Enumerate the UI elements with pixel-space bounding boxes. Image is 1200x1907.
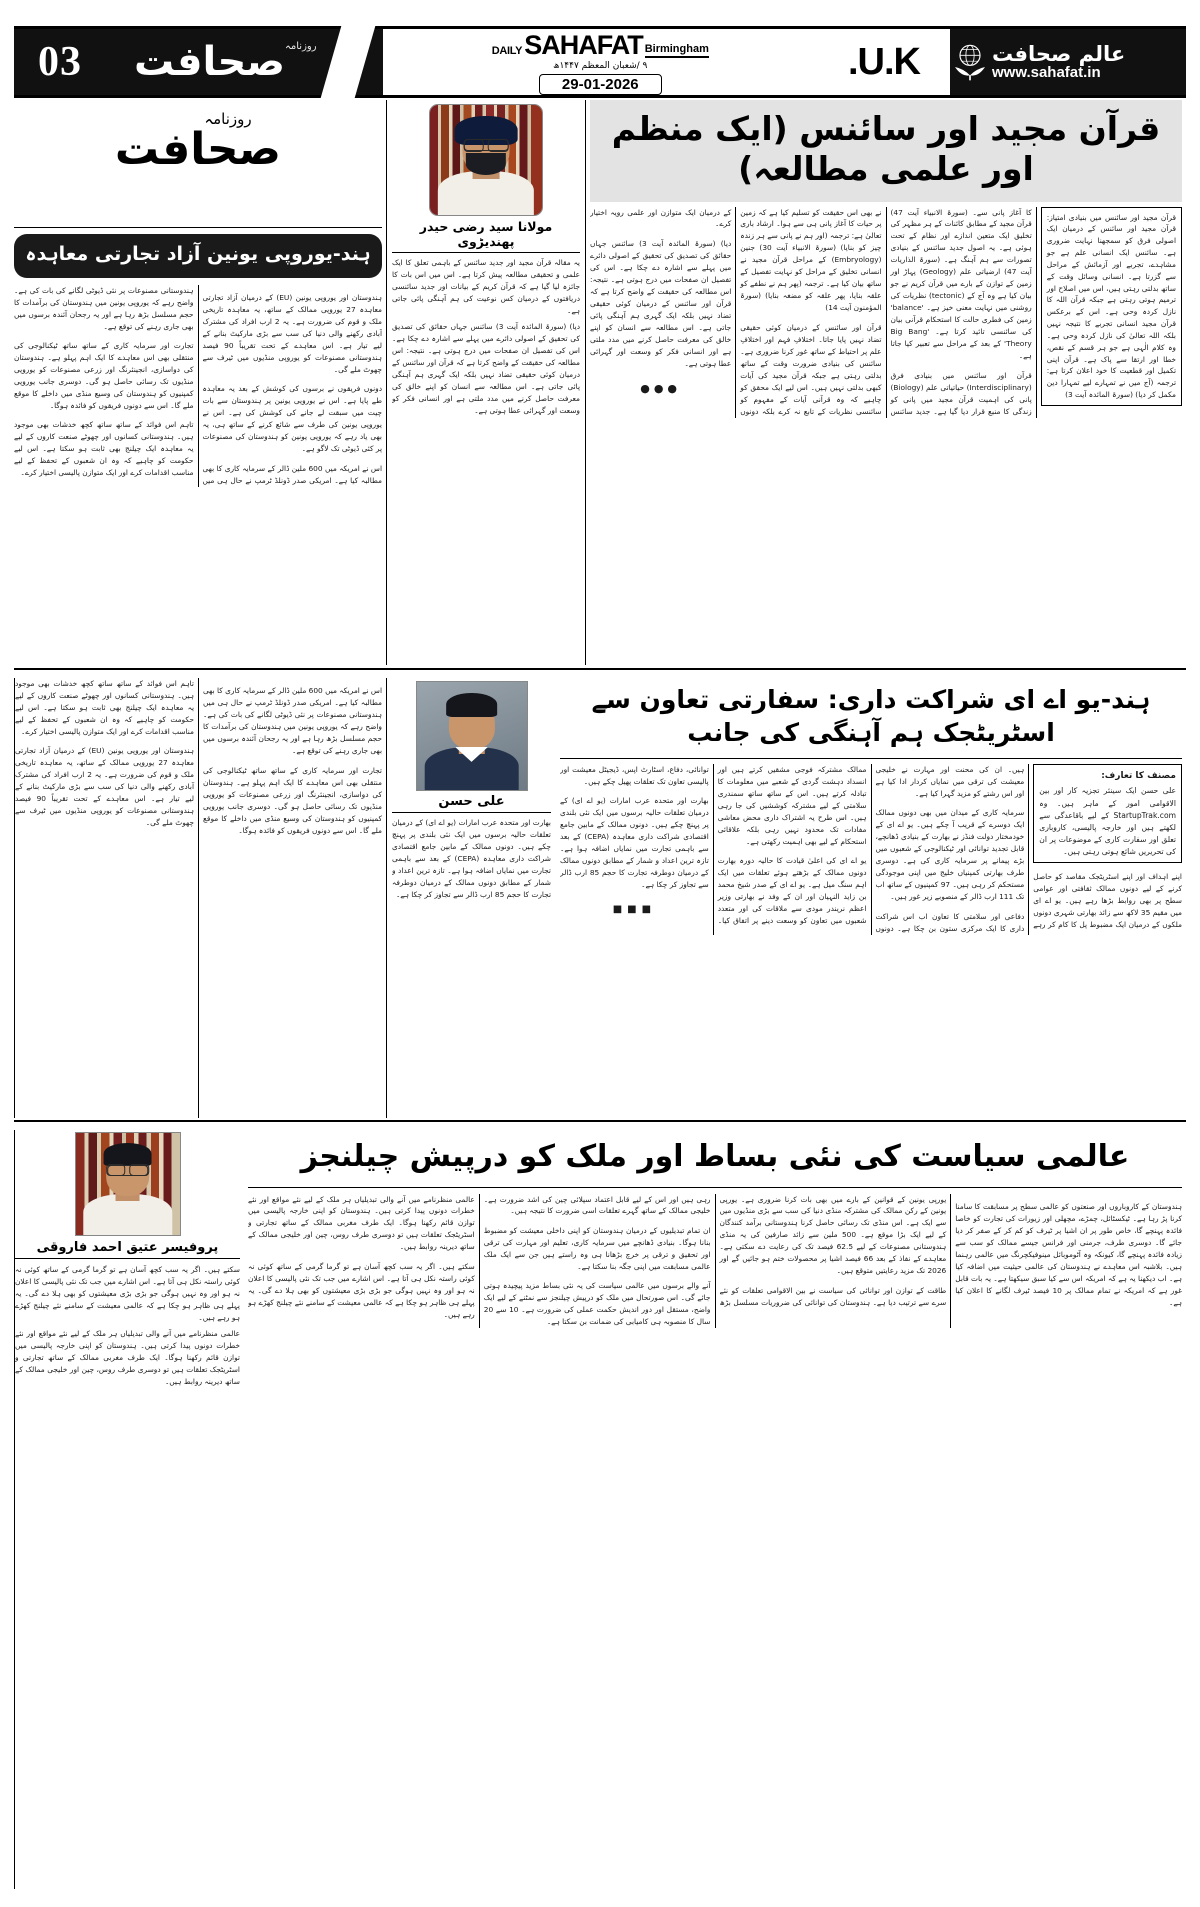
article3-paragraph: ہندوستان کے کاروباروں اور صنعتوں کو عالمی سطح پر مسابقت کا سامنا کرنا پڑ رہا ہے۔ ٹیکسٹائل، چمڑے، مچھلی اور زیورات کی تجارت کو خاصا فائدہ پہنچے گا، خاص طور پر ان اشیا پر ٹیرف کو کم کر کے صفر کر دیا جائے گا۔ دوسری طرف، جرمنی اور فرانس جیسے ممالک کو سب سے زیادہ فائدہ پہنچے گا، کیونکہ وہ آٹوموبائل مینوفیکچرنگ میں عالمی رہنما ہیں۔ بلاشبہ اس معاہدے نے ہندوستان کی عالمی حیثیت میں اضافہ کیا ہے۔ اب دیکھنا یہ ہے کہ امریکہ اس سے کیا سبق سیکھتا ہے۔ یہ بات قابل غور ہے کہ امریکہ نے تمام ممالک پر 10 فیصد ٹیرف لگانے کا اعلان کیا ہے۔ <box>955 1201 1182 1307</box>
article2-paragraph: یو اے ای کی اعلیٰ قیادت کا حالیہ دورہ بھارت دونوں ممالک کے بڑھتے ہوئے تعلقات میں ایک اہم سنگ میل ہے۔ یو اے ای کے صدر شیخ محمد بن زاید النہیان اور ان کے وفد نے بھارتی وزیر اعظم نریندر مودی سے ملاقات کی اور متعدد شعبوں میں تعاون کو وسعت دینے پر اتفاق کیا۔ توانائی، دفاع، اسٹارٹ اپس، ڈیجیٹل معیشت اور پالیسی تعاون تک تعلقات پھیل چکے ہیں۔ <box>560 765 867 926</box>
editorial-banner: ہند-یوروپی یونین آزاد تجارتی معاہدہ <box>14 234 382 278</box>
editorial-paragraph: تجارت اور سرمایہ کاری کے ساتھ ساتھ ٹیکنالوجی کی منتقلی بھی اس معاہدے کا ایک اہم پہلو ہے۔ ہندوستان کی دواسازی، انجینئرنگ اور زرعی مصنوعات کو یوروپی منڈیوں تک رسائی حاصل ہو گی۔ دوسری جانب یوروپی کمپنیوں کو ہندوستان کی وسیع منڈی میں داخلے کا موقع ملے گا۔ اس سے دونوں فریقوں کو فائدہ ہوگا۔ <box>14 341 194 410</box>
article2-author-photo <box>416 681 528 791</box>
article1-paragraph: قرآن اور سائنس میں بنیادی فرق (Interdisciplinary) حیاتیاتی علم (Biology) پانی کی اہمیت قرآن مجید میں پانی کو زندگی کا منبع قرار دیا گیا ہے۔ جدید سائنس نے بھی اس حقیقت کو تسلیم کیا ہے کہ زمین پر حیات کا آغاز پانی ہی سے ہوا۔ ارشاد باری تعالیٰ ہے: ترجمہ (اور ہم نے پانی سے ہر زندہ چیز کو بنایا) (سورۃ الانبیاء آیت 30) جنین (Embryology) کے مراحل قرآن مجید نے انسانی تخلیق کے مراحل کو نہایت تفصیل کے ساتھ بیان کیا ہے۔ ترجمہ (پھر ہم نے نطفے کو علقہ بنایا، پھر علقہ کو مضغہ بنایا) (سورۃ المؤمنون آیت 14) <box>740 207 1032 416</box>
masthead-swoosh-divider <box>337 29 383 95</box>
article3-lead-2: عالمی منظرنامے میں آنے والی تبدیلیاں ہر ملک کے لیے نئے مواقع اور نئے خطرات دونوں پیدا کرتی ہیں۔ ہندوستان کو اپنی خارجہ پالیسی میں توازن قائم رکھنا ہوگا۔ ایک طرف مغربی ممالک کے ساتھ تجارتی و اسٹریٹجک تعلقات ہیں تو دوسری طرف روس، چین اور خلیجی ممالک کے ساتھ دیرینہ روابط ہیں۔ <box>15 1328 240 1386</box>
masthead-date: 29-01-2026 <box>539 74 662 95</box>
section-divider-2 <box>14 1120 1186 1122</box>
article2-author-bio-title: مصنف کا تعارف: <box>1101 771 1176 781</box>
brand-sahafat: صحافت <box>114 124 282 175</box>
masthead-hijri-date: ۹ /شعبان المعظم ۱۴۴۷ھ <box>553 60 648 71</box>
article3-paragraph: سکتے ہیں۔ اگر یہ سب کچھ آسان ہے تو گرما گرمی کے ساتھ کوئی نہ کوئی راستہ نکل ہی آتا ہے۔ اس اشارے میں جب تک نئی پالیسی کا اعلان نہ ہو اور وہ نہیں ہوگی جو بڑی بڑی معیشتوں کو بھی ہلا دے گی۔ یہ پہلے ہی ظاہر ہو چکا ہے کہ عالمی معیشت کے سامنے نئے چیلنج کھڑے ہو رہے ہیں۔ <box>248 1261 475 1319</box>
article1-headline: قرآن مجید اور سائنس (ایک منظم اور علمی مطالعہ) <box>590 100 1182 202</box>
article3-paragraph: طاقت کے توازن اور توانائی کی سیاست نے بین الاقوامی تعلقات کو نئے سرے سے ترتیب دیا ہے۔ ہندوستان کی توانائی کی ضروریات مسلسل بڑھ رہی ہیں اور اس کے لیے قابل اعتماد سپلائی چین کی اشد ضرورت ہے۔ خلیجی ممالک کے ساتھ گہرے تعلقات اسی ضرورت کا نتیجہ ہیں۔ <box>483 1194 947 1307</box>
article1-body <box>590 207 1182 418</box>
editorial-paragraph: دونوں فریقوں نے برسوں کی کوشش کے بعد یہ معاہدہ طے پایا ہے۔ اس نے یوروپی یونین پر ہندوستان سے بات چیت میں سبقت لے جانے کی کوشش کی ہے۔ اس نے یوروپی یونین کی طرف سے شائع کرنے کے ساتھ ہی، یہ بھی یاد رہے کہ یوروپی یونین کو ہندوستان کی مصنوعات پر کئی ڈیوٹی تک لاگو ہے۔ <box>202 384 382 454</box>
article3-headline-rule <box>248 1187 1182 1188</box>
article3-paragraph: عالمی منظرنامے میں آنے والی تبدیلیاں ہر ملک کے لیے نئے مواقع اور نئے خطرات دونوں پیدا کرتی ہیں۔ ہندوستان کو اپنی خارجہ پالیسی میں توازن قائم رکھنا ہوگا۔ ایک طرف مغربی ممالک کے ساتھ تجارتی و اسٹریٹجک تعلقات ہیں تو دوسری طرف روس، چین اور خلیجی ممالک کے ساتھ دیرینہ روابط ہیں۔ <box>248 1194 475 1252</box>
article2-paragraph: دفاعی اور سلامتی کا تعاون اب اس شراکت داری کا ایک مرکزی ستون بن چکا ہے۔ دونوں ممالک مشترکہ فوجی مشقیں کرتے ہیں اور انسداد دہشت گردی کے شعبے میں معلومات کا تبادلہ کرتے ہیں۔ اس کے ساتھ ساتھ سمندری سلامتی کے لیے مشترکہ کوششیں کی جا رہی ہیں۔ اس طرح یہ اشتراک داری محض معاشی مفادات تک محدود نہیں رہی بلکہ علاقائی استحکام کے لیے بھی اہمیت رکھتی ہے۔ <box>717 765 1025 933</box>
article1-paragraph: قرآن اور سائنس کے درمیان کوئی حقیقی تضاد نہیں پایا جاتا۔ اختلافِ فہم اور اختلافِ علم پر احتیاط کے ساتھ غور کرنا ضروری ہے۔ سائنس کی بنیادی ضرورت وقت کے ساتھ بدلتی رہتی ہے جبکہ قرآن مجید کی آیات کبھی بدلتی نہیں ہیں۔ اس لیے ایک محقق کو چاہیے کہ وہ قرآنی آیات کے مفہوم کو سائنسی نظریات کے تابع نہ کرے بلکہ دونوں کے درمیان ایک متوازن اور علمی رویہ اختیار کرے۔ <box>590 207 882 416</box>
article3-main <box>244 1130 1186 1889</box>
article2-headline: ہند-یو اے ای شراکت داری: سفارتی تعاون سے اسٹریٹجک ہم آہنگی کی جانب <box>591 685 1151 747</box>
leaf-icon <box>955 67 970 76</box>
article1-main <box>586 100 1186 665</box>
article3-lead: سکتے ہیں۔ اگر یہ سب کچھ آسان ہے تو گرما گرمی کے ساتھ کوئی نہ کوئی راستہ نکل ہی آتا ہے۔ اس اشارے میں جب تک نئی پالیسی کا اعلان نہ ہو اور وہ نہیں ہوگی جو بڑی بڑی معیشتوں کو بھی ہلا دے گی۔ یہ پہلے ہی ظاہر ہو چکا ہے کہ عالمی معیشت کے سامنے نئے چیلنج کھڑے ہو رہے ہیں۔ <box>15 1265 240 1322</box>
alam-sahafat-logo[interactable] <box>950 29 1186 95</box>
editorial-paragraph: ہندوستان اور یوروپی یونین (EU) کے درمیان آزاد تجارتی معاہدہ 27 یوروپی ممالک کے ساتھ، یہ معاہدہ تاریخی ملک و قوم کی ضرورت ہے۔ یہ 2 ارب افراد کی مشترک آبادی رکھنے والی دنیا کی سب سے بڑی مارکیٹ بنانے کے لیے تیار ہے۔ اس معاہدے کے تحت تقریباً 90 فیصد ہندوستانی مصنوعات کو یوروپی منڈیوں میں ٹیرف سے چھوٹ ملے گی۔ <box>15 746 195 828</box>
alam-sahafat-urdu: عالم صحافت <box>992 41 1126 66</box>
article1-standfirst: یہ مقالہ قرآن مجید اور جدید سائنس کے باہمی تعلق کا ایک علمی و تحقیقی مطالعہ پیش کرتا ہے۔ اس میں اس بات کا جائزہ لیا گیا ہے کہ قرآن کریم کے بیانات اور جدید سائنسی دریافتوں کے درمیان کس نوعیت کی ہم آہنگی پائی جاتی ہے۔ <box>392 258 580 315</box>
glasses-icon <box>107 1165 149 1176</box>
article3-headline: عالمی سیاست کی نئی بساط اور ملک کو درپیش چیلنجز <box>300 1139 1130 1174</box>
section-bottom <box>14 1130 1186 1889</box>
editorial-paragraph: اس نے امریکہ میں 600 ملین ڈالر کے سرمایہ کاری کا بھی مطالبہ کیا ہے۔ امریکی صدر ڈونلڈ ٹرمپ نے حال ہی میں ہندوستانی مصنوعات پر نئی ڈیوٹی لگانے کی بات کی ہے۔ واضح رہے کہ یوروپی یونین میں ہندوستان کی برآمدات کا حجم مسلسل بڑھ رہا ہے اور یہ رجحان آئندہ برسوں میں بھی جاری رہنے کی توقع ہے۔ <box>203 686 382 756</box>
article3-author-photo <box>75 1132 181 1236</box>
article2-headline-rule <box>560 758 1182 759</box>
article2-author-bio-text: علی حسن ایک سینئر تجزیہ کار اور بین الاقوامی امور کے ماہر ہیں۔ وہ StartupTrak.com کے لیے باقاعدگی سے لکھتے ہیں اور خارجہ پالیسی، کاروباری تعلق اور سفارت کاری کے موضوعات پر ان کی تحریریں شائع ہوتی رہتی ہیں۔ <box>1039 786 1176 857</box>
article1-paragraph: دیا) (سورۃ المائدہ آیت 3) سائنس جہاں حقائق کی تصدیق کی تحقیق کے اصولی دائرے میں پہلے سے اشارہ دے چکا ہے۔ اس کی تفصیل ان صفحات میں درج ہوتی ہے۔ نتیجہ: اس مطالعہ کی حقیقت کے واضح کرتا ہے کہ قرآن اور سائنس کے درمیان کوئی حقیقی تضاد نہیں بلکہ ایک گہری ہم آہنگی پائی جاتی ہے۔ اس مطالعہ سے انسان کو اپنے خالق کی معرفت حاصل کرنے میں مدد ملتی ہے اور انسانی فکر کو وسعت اور گہرائی عطا ہوتی ہے۔ <box>590 238 732 368</box>
masthead-urdu-small: روزنامہ <box>285 41 317 52</box>
editorial-paragraph: تجارت اور سرمایہ کاری کے ساتھ ساتھ ٹیکنالوجی کی منتقلی بھی اس معاہدے کا ایک اہم پہلو ہے۔ ہندوستان کی دواسازی، انجینئرنگ اور زرعی مصنوعات کو یوروپی منڈیوں تک رسائی حاصل ہو گی۔ دوسری جانب یوروپی کمپنیوں کو ہندوستان کی وسیع منڈی میں داخلے کا موقع ملے گا۔ اس سے دونوں فریقوں کو فائدہ ہوگا۔ <box>203 765 382 835</box>
article3-paragraph: ان تمام تبدیلیوں کے درمیان ہندوستان کو اپنی داخلی معیشت کو مضبوط بنانا ہوگا۔ بنیادی ڈھانچے میں سرمایہ کاری، تعلیم اور مہارت کی ترقی اور تحقیق و ترقی پر خرچ بڑھانا ہی وہ راستے ہیں جن سے ایک ملک عالمی مسابقت میں اپنی جگہ بنا سکتا ہے۔ <box>483 1225 711 1271</box>
article2-author-bio <box>1033 764 1182 863</box>
masthead-urdu-logo <box>106 29 337 95</box>
section-middle <box>14 678 1186 1118</box>
edition-label: U.K. <box>847 40 920 83</box>
editorial-paragraph: ہندوستان اور یوروپی یونین (EU) کے درمیان آزاد تجارتی معاہدہ 27 یوروپی ممالک کے ساتھ، یہ معاہدہ تاریخی ملک و قوم کی ضرورت ہے۔ یہ 2 ارب افراد کی مشترک آبادی رکھنے والی دنیا کی سب سے بڑی مارکیٹ بنانے کے لیے تیار ہے۔ اس معاہدے کے تحت تقریباً 90 فیصد ہندوستانی مصنوعات کو یوروپی منڈیوں میں ٹیرف سے چھوٹ ملے گی۔ <box>202 293 382 375</box>
article1-author-name: مولانا سید رضی حیدر پھندیڑوی <box>392 219 580 253</box>
article1-boxed-note: قرآن مجید اور سائنس میں بنیادی امتیاز: قرآن مجید اور سائنس کے درمیان ایک اصولی فرق کو سمجھنا نہایت ضروری ہے۔ سائنس ایک انسانی علم ہے جو مشاہدے، تجربے اور آزمائش کے مراحل سے گزرتا ہے۔ انسانی وسائل وقت کے ساتھ بدلتی رہتی ہیں، اس میں اصلاح اور ترمیم ہوتی رہتی ہے جبکہ قرآن اللہ کا نازل کردہ وحی ہے۔ اس کے برعکس قرآن مجید انسانی تجربے کا نتیجہ نہیں بلکہ اللہ تعالیٰ کی نازل کردہ وحی ہے۔ وہ کلام الٰہی ہے جو ہر قسم کے نقص، خطا اور ارتقا سے پاک ہے۔ قرآن اپنی تکمیل اور قطعیت کا خود اعلان کرتا ہے: ترجمہ (آج میں نے تمہارے لیے تمہارا دین مکمل کر دیا) (سورۃ المائدہ آیت 3) <box>1041 207 1182 407</box>
article2-byline-column <box>386 678 556 1118</box>
editorial-body <box>14 285 382 487</box>
article2-author-name: علی حسن <box>392 794 551 813</box>
article1-column-extra: دیا) (سورۃ المائدہ آیت 3) سائنس جہاں حقائق کی تصدیق کی تحقیق کے اصولی دائرے میں پہلے سے اشارہ دے چکا ہے۔ اس کی تفصیل ان صفحات میں درج ہوتی ہے۔ نتیجہ: اس مطالعہ کی حقیقت کے واضح کرتا ہے کہ قرآن اور سائنس کے درمیان کوئی حقیقی تضاد نہیں بلکہ ایک گہری ہم آہنگی پائی جاتی ہے۔ اس مطالعہ سے انسان کو اپنے خالق کی معرفت حاصل کرنے میں مدد ملتی ہے اور انسانی فکر کو وسعت اور گہرائی عطا ہوتی ہے۔ <box>392 321 580 415</box>
brand-block <box>14 100 382 228</box>
masthead-daily-label: DAILY <box>491 44 523 57</box>
section-divider-1 <box>14 668 1186 670</box>
article2-paragraph: بھارت اور متحدہ عرب امارات (یو اے ای) کے درمیان تعلقات حالیہ برسوں میں ایک نئی بلندی پر پہنچ چکے ہیں۔ دونوں ممالک کے مابین جامع اقتصادی شراکت داری معاہدہ (CEPA) کے بعد سے باہمی تجارت میں نمایاں اضافہ ہوا ہے۔ تازہ ترین اعداد و شمار کے مطابق دونوں ممالک کے درمیان دوطرفہ تجارت کا حجم 85 ارب ڈالر سے تجاوز کر چکا ہے۔ <box>560 796 709 890</box>
masthead-urdu-big: صحافت <box>134 39 286 85</box>
article1-author-photo <box>429 104 543 216</box>
article3-paragraph: آنے والے برسوں میں عالمی سیاست کی یہ نئی بساط مزید پیچیدہ ہوتی جائے گی۔ اس صورتحال میں ملک کو درپیش چیلنجز سے نمٹنے کے لیے ایک واضح، مستقل اور دور اندیش حکمت عملی کی ضرورت ہے۔ 10 سے 20 سال کا منصوبہ ہی کامیابی کی ضمانت بن سکتا ہے۔ <box>483 1281 711 1327</box>
masthead-nameplate <box>383 29 818 95</box>
page-number: 03 <box>14 29 106 95</box>
masthead-paper-name: SAHAFAT <box>524 29 643 60</box>
article2-paragraph: سرمایہ کاری کے میدان میں بھی دونوں ممالک ایک دوسرے کے قریب آ چکے ہیں۔ یو اے ای کے خودمختار دولت فنڈز نے بھارت کے بنیادی ڈھانچے، قابل تجدید توانائی اور ٹیکنالوجی کے شعبوں میں بڑے پیمانے پر سرمایہ کاری کی ہے۔ دوسری طرف بھارتی کمپنیاں خلیج میں اپنی موجودگی مستحکم کر رہی ہیں۔ 97 کمپنیوں کے ساتھ اب تک 111 ارب ڈالر کے منصوبے زیر غور ہیں۔ <box>875 808 1025 902</box>
brand-roznama: روزنامہ <box>204 110 252 128</box>
globe-icon <box>950 42 990 82</box>
article3-paragraph: یورپی یونین کے قوانین کے بارے میں بھی بات کرنا ضروری ہے۔ یورپی یونین کے رکن ممالک کی مشترکہ منڈی دنیا کی سب سے بڑی منڈیوں میں سے ایک ہے۔ اس منڈی تک رسائی حاصل کرنا ہندوستانی برآمد کنندگان کے لیے ایک بڑا موقع ہے۔ 500 ملین سے زائد صارفین کی یہ منڈی ہندوستانی مصنوعات کے لیے 62.5 فیصد تک کی رعایت دے سکتی ہے۔ معاہدے کے نفاذ کے بعد 66 فیصد اشیا پر محصولات ختم ہو جائیں گے اور 2026 تک مزید رعایتیں متوقع ہیں۔ <box>719 1194 947 1276</box>
article2-end-mark: ■■■ <box>612 903 657 915</box>
article3-body <box>248 1194 1182 1329</box>
editorial-paragraph: تاہم اس فوائد کے ساتھ ساتھ کچھ خدشات بھی موجود ہیں۔ ہندوستانی کسانوں اور چھوٹے صنعت کاروں کے لیے یہ معاہدہ ایک چیلنج بھی ثابت ہو سکتا ہے۔ اس لیے حکومت کو چاہیے کہ وہ ان شعبوں کے تحفظ کے لیے مناسب اقدامات کرے اور ایک متوازن پالیسی اختیار کرے۔ <box>14 420 194 478</box>
website-url[interactable]: www.sahafat.in <box>992 63 1101 81</box>
article1-paragraph: کا آغاز پانی سے۔ (سورۃ الانبیاء آیت 47) قرآن مجید کے مطابق کائنات کے ہر مظہر کی تخلیق ایک متعین اندازے اور نظام کے تحت ہوئی ہے۔ یہ اصول جدید سائنس کے بنیادی تصورات سے ہم آہنگ ہے۔ (سورۃ الذاریات آیت 47) ارضیاتی علم (Geology) پہاڑ اور زمین کے توازن کے بارے میں قرآن کریم نے جو بیان کیا ہے وہ آج کے (tectonic) نظریات کی روشنی میں نہایت معنی خیز ہے۔ 'balance' زمین کی فطری حالت کا استحکام قرآنی بیان کی سائنسی تائید کرتا ہے۔ 'Big Bang Theory' کے بعد کے مراحل سے تعبیر کیا جاتا ہے۔ <box>890 207 1032 361</box>
article1-byline-column <box>386 100 586 665</box>
editorial-continuation <box>14 678 386 1118</box>
article2-paragraph: اپنے اہداف اور اپنے اسٹریٹجک مقاصد کو حاصل کرنے کے لیے دونوں ممالک ثقافتی اور عوامی سطح پر بھی روابط بڑھا رہے ہیں۔ یو اے ای میں مقیم 35 لاکھ سے زائد بھارتی شہری دونوں ملکوں کے درمیان ایک مضبوط پل کا کام کر رہے ہیں۔ ان کی محنت اور مہارت نے خلیجی معیشت کی ترقی میں نمایاں کردار ادا کیا ہے اور اس رشتے کو مزید گہرا کیا ہے۔ <box>875 765 1182 929</box>
article1-end-mark: ●●● <box>640 382 682 396</box>
masthead <box>14 26 1186 98</box>
article3-byline-column <box>14 1130 244 1889</box>
article3-author-name: پروفیسر عتیق احمد فاروقی <box>15 1240 240 1259</box>
editorial-paragraph: تاہم اس فوائد کے ساتھ ساتھ کچھ خدشات بھی موجود ہیں۔ ہندوستانی کسانوں اور چھوٹے صنعت کاروں کے لیے یہ معاہدہ ایک چیلنج بھی ثابت ہو سکتا ہے۔ اس لیے حکومت کو چاہیے کہ وہ ان شعبوں کے تحفظ کے لیے مناسب اقدامات کرے اور ایک متوازن پالیسی اختیار کرے۔ <box>15 679 194 736</box>
masthead-city: Birmingham <box>645 43 709 58</box>
glasses-icon <box>464 139 509 151</box>
editorial-paragraph: اس نے امریکہ میں 600 ملین ڈالر کے سرمایہ کاری کا بھی مطالبہ کیا ہے۔ امریکی صدر ڈونلڈ ٹرمپ نے حال ہی میں ہندوستانی مصنوعات پر نئی ڈیوٹی لگانے کی بات کی ہے۔ واضح رہے کہ یوروپی یونین میں ہندوستان کی برآمدات کا حجم مسلسل بڑھ رہا ہے اور یہ رجحان آئندہ برسوں میں بھی جاری رہنے کی توقع ہے۔ <box>14 285 382 485</box>
article2-body <box>560 764 1182 935</box>
section-top <box>14 100 1186 665</box>
editorial-column-group <box>14 100 386 665</box>
article2-main <box>556 678 1186 1118</box>
article2-lead: بھارت اور متحدہ عرب امارات (یو اے ای) کے درمیان تعلقات حالیہ برسوں میں ایک نئی بلندی پر پہنچ چکے ہیں۔ دونوں ممالک کے مابین جامع اقتصادی شراکت داری معاہدہ (CEPA) کے بعد سے باہمی تجارت میں نمایاں اضافہ ہوا ہے۔ تازہ ترین اعداد و شمار کے مطابق دونوں ممالک کے درمیان دوطرفہ تجارت کا حجم 85 ارب ڈالر سے تجاوز کر چکا ہے۔ <box>392 818 551 899</box>
